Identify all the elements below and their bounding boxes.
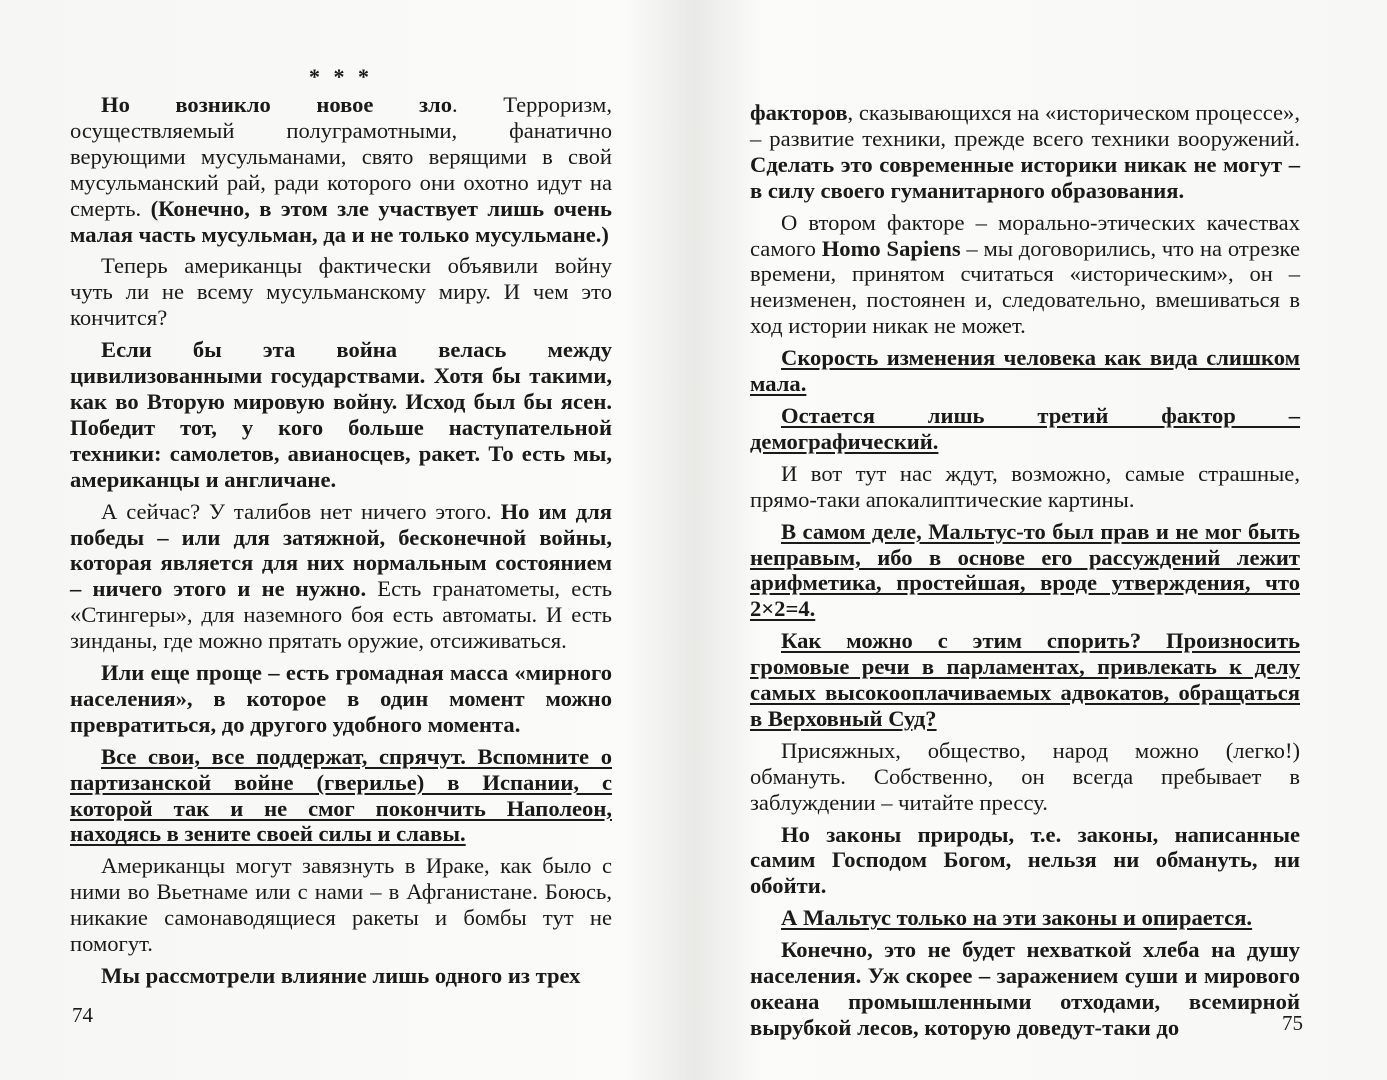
paragraph: Скорость изменения человека как вида слишком мала. <box>750 345 1300 397</box>
paragraph: Но законы природы, т.е. законы, написанные самим Господом Богом, нельзя ни обмануть, ни обойти. <box>750 821 1300 899</box>
paragraph: Но возникло новое зло. Терроризм, осуществляемый полуграмотными, фанатично верующими мусульманами, свято верящими в свой мусульманский рай, ради которого они охотно идут на смерть. (Конечно, в этом зле участвует лишь очень малая часть мусульман, да и не только мусульмане.) <box>70 92 613 247</box>
paragraph: факторов, сказывающихся на «историческом процессе», – развитие техники, прежде всего техники вооружений. Сделать это современные историки никак не могут – в силу своего гуманитарного образования. <box>750 100 1300 203</box>
paragraph: Как можно с этим спорить? Произносить громовые речи в парламентах, привлекать к делу самых высокооплачиваемых адвокатов, обращаться в Верховный Суд? <box>750 628 1300 731</box>
paragraph: О втором факторе – морально-этических качествах самого Homo Sapiens – мы договорились, что на отрезке времени, принятом считаться «историческим», он – неизменен, постоянен и, следовательно, вмешиваться в ход истории никак не может. <box>750 209 1301 339</box>
paragraph: Американцы могут завязнуть в Ираке, как было с ними во Вьетнаме или с нами – в Афганистане. Боюсь, никакие самонаводящиеся ракеты и бомбы тут не помогут. <box>70 853 612 957</box>
paragraph: Теперь американцы фактически объявили войну чуть ли не всему мусульманскому миру. И чем это кончится? <box>70 253 612 331</box>
paragraph: Остается лишь третий фактор – демографический. <box>750 402 1300 454</box>
paragraph: Конечно, это не будет нехваткой хлеба на душу населения. Уж скорее – заражением суши и мирового океана промышленными отходами, всемирной вырубкой лесов, которую доведут-таки до <box>750 937 1300 1040</box>
left-page <box>0 0 693 1080</box>
paragraph: И вот тут нас ждут, возможно, самые страшные, прямо-таки апокалиптические картины. <box>750 460 1300 512</box>
paragraph: В самом деле, Мальтус-то был прав и не мог быть неправым, ибо в основе его рассуждений лежит арифметика, простейшая, вроде утверждения, что 2×2=4. <box>750 518 1300 622</box>
paragraph: Если бы эта война велась между цивилизованными государствами. Хотя бы такими, как во Вторую мировую войну. Исход был бы ясен. Победит тот, у кого больше наступательной техники: самолетов, авианосцев, ракет. То есть мы, американцы и англичане. <box>70 337 612 492</box>
paragraph: Присяжных, общество, народ можно (легко!) обмануть. Собственно, он всегда пребывает в заблуждении – читайте прессу. <box>750 737 1300 815</box>
left-page-text <box>70 92 612 995</box>
paragraph: А сейчас? У талибов нет ничего этого. Но им для победы – или для затяжной, бесконечной войны, которая является для них нормальным состоянием – ничего этого и не нужно. Есть гранатометы, есть «Стингеры», для наземного боя есть автоматы. И есть зинданы, где можно прятать оружие, отсиживаться. <box>70 498 612 654</box>
section-separator: * * * <box>309 64 373 89</box>
right-page <box>694 0 1387 1080</box>
paragraph: А Мальтус только на эти законы и опирается. <box>781 905 1253 931</box>
page-number: 74 <box>72 1003 93 1027</box>
right-page-text <box>750 100 1300 1047</box>
paragraph: Все свои, все поддержат, спрячут. Вспомните о партизанской войне (гверилье) в Испании, с которой так и не смог покончить Наполеон, находясь в зените своей силы и славы. <box>70 743 612 847</box>
page-number: 75 <box>1282 1011 1303 1035</box>
paragraph: Или еще проще – есть громадная масса «мирного населения», в которое в один момент можно превратиться, до другого удобного момента. <box>70 660 612 737</box>
paragraph: Мы рассмотрели влияние лишь одного из трех <box>101 963 581 988</box>
